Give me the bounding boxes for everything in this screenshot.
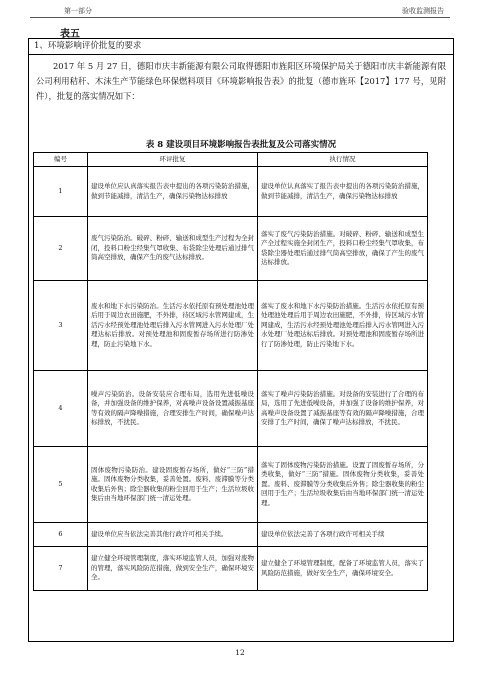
row-requirement: 废水和地下水污染防治。生活污水依托原有预处理池处理后用于周边农田施肥，不外排，待区域污水管网建成，生活污水经预处理池处理后排入污水管网进入污水处理厂处理达标后排放。对预处理池和固废暂存场所进行防渗处理，防止污染地下水。 <box>88 281 258 371</box>
row-requirement: 固体废物污染防治。建设固废暂存场所，做好“三防”措施。固体废物分类收集，妥善处置。废料、废滞膜等分类收集后外售；除尘器收集的粉尘回用于生产；生活垃圾收集后由当地环保部门统一清运处理。 <box>88 447 258 523</box>
table-header-row <box>34 153 428 167</box>
table-row <box>34 523 428 547</box>
row-no: 3 <box>34 281 88 371</box>
row-requirement: 建设单位应认真落实报告表中提出的各项污染防治措施，做到节能减排，清洁生产，确保污染物达标排放 <box>88 167 258 217</box>
row-status: 建设单位依法完善了各项行政许可相关手续 <box>258 523 428 547</box>
row-status: 建立健全了环境管理制度，配备了环境监管人员，落实了风险防范措施，做好安全生产，确保环境安全。 <box>258 547 428 591</box>
row-no: 7 <box>34 547 88 591</box>
header-no: 编号 <box>34 153 88 167</box>
row-status: 落实了噪声污染防治措施。对设备的安装进行了合理的布局，选用了先进低噪设备，并加强了设备的维护保养，对高噪声设备设置了减振基座等有效的隔声降噪措施，合理安排了生产时间，确保了噪声达标排放，不扰民。 <box>258 371 428 447</box>
page-number: 12 <box>235 648 245 657</box>
box-title: 表五 <box>60 29 80 40</box>
row-status: 落实了固体废物污染防治措施。设置了固废暂存场所，分类收集，做好“三防”措施。固体废物分类收集，妥善处置。废料、废滞膜等分类收集后外售；除尘器收集的粉尘回用于生产；生活垃圾收集后由当地环保部门统一清运处理。 <box>258 447 428 523</box>
row-requirement: 废气污染防治。破碎、粉碎、输送和成型生产过程为全封闭，投料口粉尘经集气罩收集、布袋除尘处理后通过排气筒高空排放，确保产生的废气达标排放。 <box>88 217 258 281</box>
header-report-title: 验收监测报告 <box>402 7 444 15</box>
row-no: 4 <box>34 371 88 447</box>
row-no: 2 <box>34 217 88 281</box>
row-status: 落实了废水和地下水污染防治措施。生活污水依托原有预处理池处理后用于周边农田施肥，不外排，待区域污水管网建成，生活污水经预处理池处理后排入污水管网进入污水处理厂处理达标后排放。对预处理池和固废暂存场所进行了防渗处理，防止污染地下水。 <box>258 281 428 371</box>
intro-paragraph: 2017 年 5 月 27 日，德阳市庆丰新能源有限公司取得德阳市旌阳区环境保护局关于德阳市庆丰新能源有限公司利用秸秆、木沫生产节能绿色环保燃料项目《环境影响报告表》的批复（德市旌环【2017】177 号，见附件），批复的落实情况如下： <box>36 61 446 102</box>
header-requirement: 环评批复 <box>88 153 258 167</box>
row-status: 建设单位认真落实了报告表中提出的各项污染防治措施，做到节能减排，清洁生产，确保污染物达标排放 <box>258 167 428 217</box>
table-row <box>34 281 428 371</box>
row-no: 5 <box>34 447 88 523</box>
row-status: 落实了废气污染防治措施。对破碎、粉碎、输送和成型生产全过程实施全封闭生产，投料口粉尘经集气罩收集，布袋除尘器处理后通过排气筒高空排放，确保了产生的废气达标排放。 <box>258 217 428 281</box>
header-status: 执行情况 <box>258 153 428 167</box>
table-row <box>34 217 428 281</box>
section-title: 1、环境影响评价批复的要求 <box>29 39 453 55</box>
table-row <box>34 447 428 523</box>
table-row <box>34 371 428 447</box>
table-row <box>34 167 428 217</box>
row-requirement: 噪声污染防治。设备安装应合理布局，选用先进低噪设备，并加强设备的维护保养，对高噪声设备设置减振基座等有效的隔声降噪措施，合理安排生产时间，确保噪声达标排放，不扰民。 <box>88 371 258 447</box>
row-no: 1 <box>34 167 88 217</box>
row-requirement: 建立健全环境管理制度，落实环境监管人员，加强对废物的管理，落实风险防范措施，做到安全生产，确保环境安全。 <box>88 547 258 591</box>
approval-table <box>33 152 428 591</box>
table-row <box>34 547 428 591</box>
row-requirement: 建设单位应当依法完善其他行政许可相关手续。 <box>88 523 258 547</box>
table-caption: 表 8 建设项目环境影响报告表批复及公司落实情况 <box>145 140 337 150</box>
row-no: 6 <box>34 523 88 547</box>
header-part-label: 第一部分 <box>64 7 92 15</box>
page-header <box>30 3 450 18</box>
